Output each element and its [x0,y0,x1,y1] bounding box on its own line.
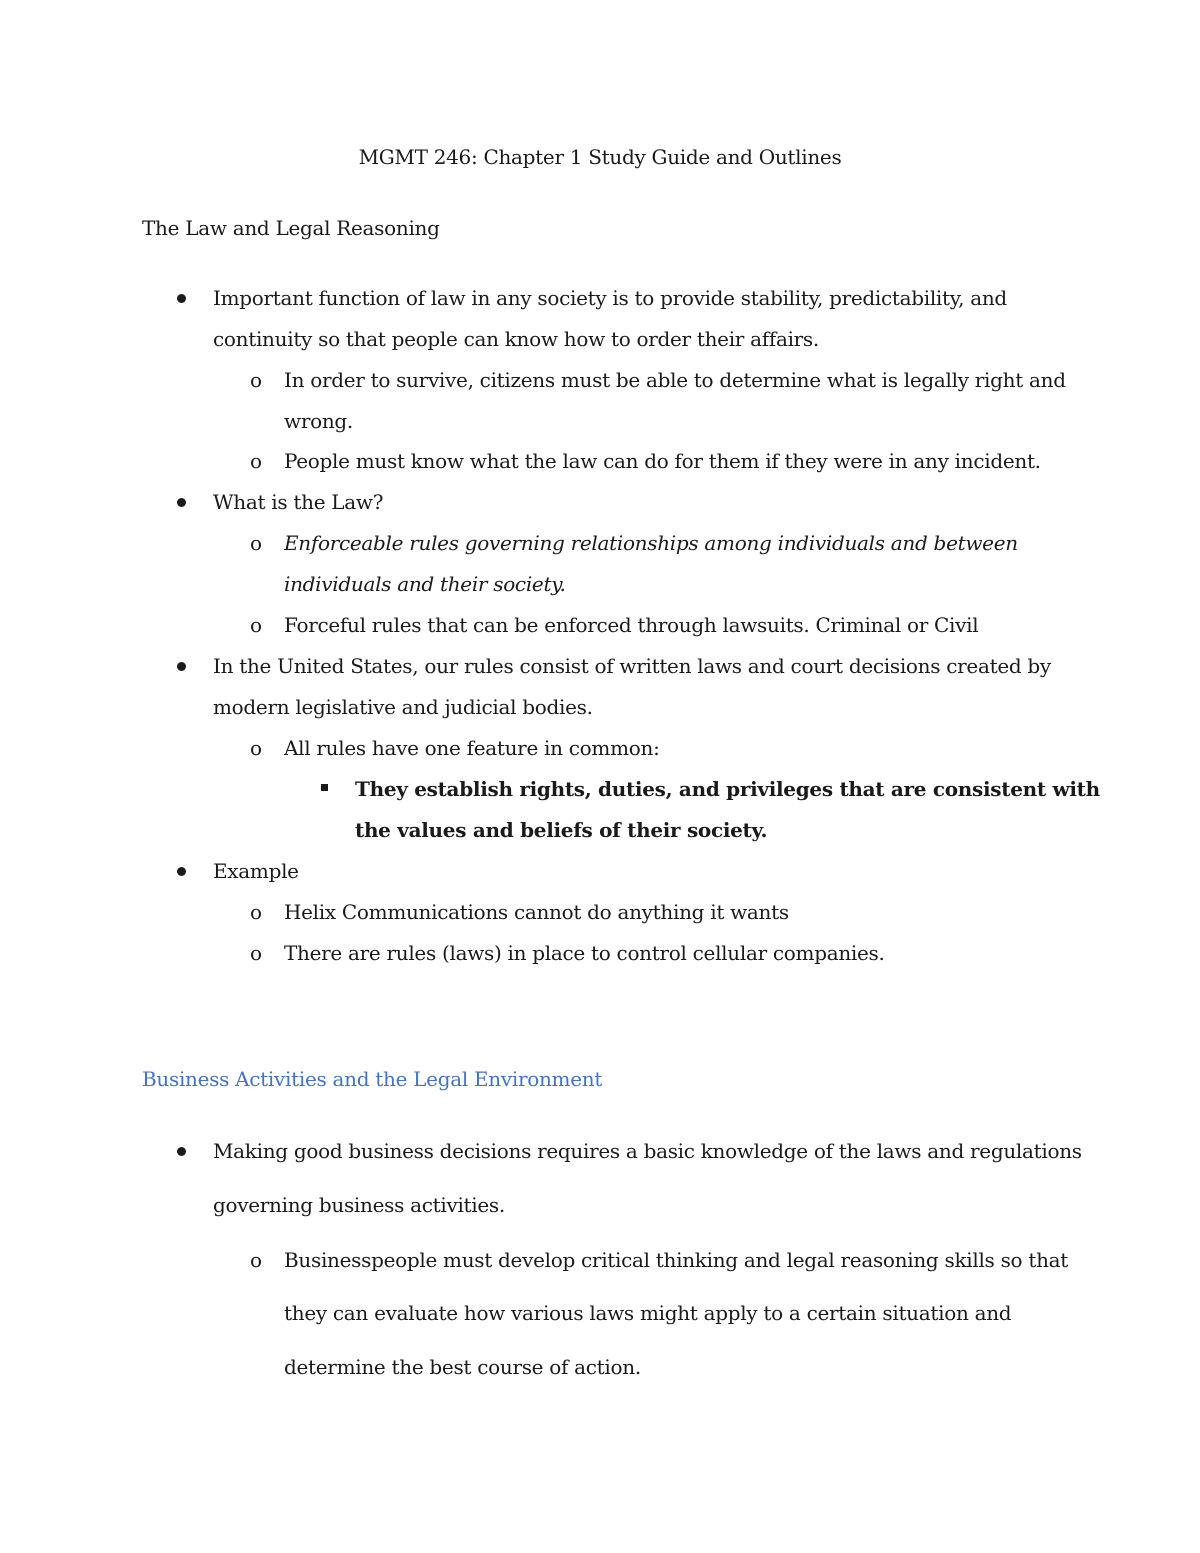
list-item-text: they can evaluate how various laws might apply to a certain situation and [284,1301,1012,1325]
list-item-text: People must know what the law can do for them if they were in any incident. [284,449,1041,473]
list-item-text: Forceful rules that can be enforced through lawsuits. Criminal or Civil [284,613,979,637]
list-item-text: Businesspeople must develop critical thinking and legal reasoning skills so that [284,1248,1069,1272]
list-item-text: Important function of law in any society is to provide stability, predictability, and [213,286,1007,310]
list-item-text: All rules have one feature in common: [284,736,660,760]
list-item-text-bold: the values and beliefs of their society. [355,818,768,842]
list-item-text: wrong. [284,409,353,433]
bullet-circle-icon: o [250,449,263,473]
bullet-disc-icon [177,1147,186,1156]
bullet-disc-icon [177,867,186,876]
definition-text: Enforceable rules governing relationships among individuals and between [284,531,1018,555]
bullet-circle-icon: o [250,368,263,392]
list-item-text: There are rules (laws) in place to control cellular companies. [284,941,885,965]
list-item-text: Making good business decisions requires a basic knowledge of the laws and regulations [213,1139,1082,1163]
section-heading-business: Business Activities and the Legal Environment [142,1067,603,1091]
bullet-circle-icon: o [250,613,263,637]
bullet-circle-icon: o [250,941,263,965]
list-item-text: In order to survive, citizens must be able to determine what is legally right and [284,368,1066,392]
bullet-circle-icon: o [250,736,263,760]
bullet-disc-icon [177,498,186,507]
bullet-circle-icon: o [250,900,263,924]
list-item-text: determine the best course of action. [284,1355,641,1379]
list-item-text: What is the Law? [213,490,384,514]
bullet-disc-icon [177,662,186,671]
list-item-text: governing business activities. [213,1193,505,1217]
bullet-circle-icon: o [250,1248,263,1272]
list-item-text: Example [213,859,299,883]
document-title: MGMT 246: Chapter 1 Study Guide and Outlines [358,145,842,169]
list-item-text: In the United States, our rules consist of written laws and court decisions created by [213,654,1051,678]
bullet-circle-icon: o [250,531,263,555]
list-item-text-bold: They establish rights, duties, and privileges that are consistent with [355,777,1100,801]
section-heading-law: The Law and Legal Reasoning [142,216,440,240]
definition-text: individuals and their society. [284,572,566,596]
list-item-text: Helix Communications cannot do anything it wants [284,900,789,924]
list-item-text: modern legislative and judicial bodies. [213,695,593,719]
bullet-disc-icon [177,294,186,303]
bullet-square-icon [321,784,328,791]
list-item-text: continuity so that people can know how to order their affairs. [213,327,819,351]
